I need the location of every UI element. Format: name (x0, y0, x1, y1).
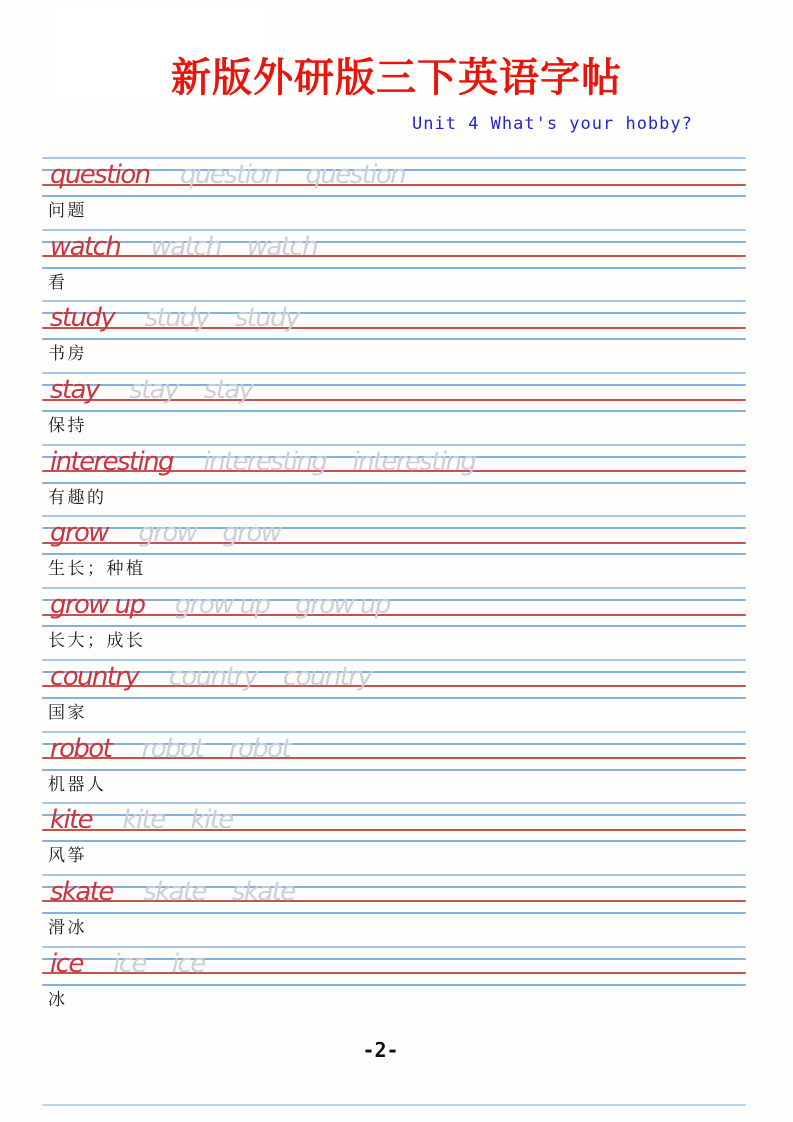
word-main: ice (50, 948, 83, 979)
page-number: -2- (362, 1038, 399, 1062)
word-meaning: 看 (48, 272, 68, 292)
guide-line-bottom (42, 912, 746, 914)
word-practice-group (42, 946, 746, 1018)
guide-line-top (42, 157, 746, 159)
word-row (50, 590, 390, 620)
word-row (50, 447, 475, 477)
word-practice-group (42, 157, 746, 229)
word-trace: stay (129, 375, 178, 406)
word-row (50, 662, 371, 692)
unit-subtitle: Unit 4 What's your hobby? (412, 114, 693, 134)
guide-line-top (42, 946, 746, 948)
word-meaning: 风筝 (48, 846, 87, 866)
word-row (50, 877, 295, 907)
word-trace: kite (190, 805, 233, 836)
guide-line-bottom (42, 625, 746, 627)
guide-line-top (42, 587, 746, 589)
word-row (50, 160, 405, 190)
guide-line-top (42, 444, 746, 446)
word-trace: interesting (352, 446, 476, 477)
guide-line-bottom (42, 769, 746, 771)
guide-line-bottom (42, 482, 746, 484)
word-practice-group (42, 587, 746, 659)
word-practice-list (42, 157, 746, 1017)
word-trace: grow (222, 518, 281, 549)
word-trace: kite (122, 805, 165, 836)
word-trace: country (282, 661, 372, 692)
page-title: 新版外研版三下英语字帖 (171, 55, 622, 100)
word-main: watch (50, 231, 121, 262)
word-main: robot (50, 733, 112, 764)
word-practice-group (42, 515, 746, 587)
guide-line-top (42, 515, 746, 517)
word-main: skate (50, 876, 113, 907)
word-trace: question (179, 160, 280, 190)
guide-line-top (42, 731, 746, 733)
word-row (50, 232, 317, 262)
word-main: study (50, 303, 115, 334)
word-trace: watch (246, 231, 317, 262)
word-practice-group (42, 659, 746, 731)
guide-line-top (42, 229, 746, 231)
word-practice-group (42, 372, 746, 444)
guide-line-top (42, 874, 746, 876)
word-trace: question (305, 160, 406, 190)
word-meaning: 国家 (48, 702, 87, 722)
word-practice-group (42, 444, 746, 516)
word-meaning: 机器人 (48, 774, 107, 794)
word-meaning: 滑冰 (48, 917, 87, 937)
word-trace: robot (141, 733, 203, 764)
word-practice-group (42, 802, 746, 874)
word-practice-group (42, 300, 746, 372)
word-row (50, 949, 205, 979)
guide-line-bottom (42, 410, 746, 412)
guide-line-top (42, 802, 746, 804)
word-main: kite (50, 805, 93, 836)
guide-line-top (42, 300, 746, 302)
guide-line-bottom (42, 984, 746, 986)
word-main: grow up (50, 590, 145, 621)
word-trace: grow (138, 518, 197, 549)
word-main: grow (50, 518, 108, 549)
guide-line-bottom (42, 195, 746, 197)
guide-line-bottom (42, 267, 746, 269)
guide-line-top (42, 372, 746, 374)
word-practice-group (42, 731, 746, 803)
word-main: interesting (50, 446, 173, 477)
word-trace: skate (143, 876, 206, 907)
guide-line-bottom (42, 697, 746, 699)
word-row (50, 375, 252, 405)
word-trace: interesting (203, 446, 327, 477)
word-main: stay (50, 375, 99, 406)
word-trace: watch (150, 231, 221, 262)
word-row (50, 518, 280, 548)
word-trace: grow up (174, 590, 270, 621)
word-row (50, 734, 290, 764)
guide-line-bottom (42, 840, 746, 842)
word-trace: ice (113, 948, 146, 979)
word-meaning: 有趣的 (48, 487, 107, 507)
word-main: country (50, 661, 139, 692)
footer-rule-line (42, 1104, 746, 1106)
word-meaning: 长大；成长 (48, 631, 146, 651)
guide-line-bottom (42, 553, 746, 555)
word-trace: grow up (295, 590, 390, 621)
word-trace: study (144, 303, 209, 334)
word-row (50, 805, 233, 835)
word-trace: study (234, 303, 299, 334)
word-row (50, 303, 299, 333)
word-trace: skate (231, 876, 295, 907)
word-trace: ice (171, 948, 205, 979)
word-practice-group (42, 874, 746, 946)
word-meaning: 生长；种植 (48, 559, 146, 579)
guide-line-top (42, 659, 746, 661)
word-trace: stay (203, 375, 253, 406)
word-meaning: 冰 (48, 989, 68, 1009)
word-practice-group (42, 229, 746, 301)
word-meaning: 问题 (48, 201, 87, 220)
word-meaning: 保持 (48, 416, 87, 436)
word-trace: country (168, 661, 257, 692)
word-main: question (50, 160, 150, 190)
word-meaning: 书房 (48, 344, 87, 364)
word-trace: robot (228, 733, 291, 764)
guide-line-bottom (42, 338, 746, 340)
